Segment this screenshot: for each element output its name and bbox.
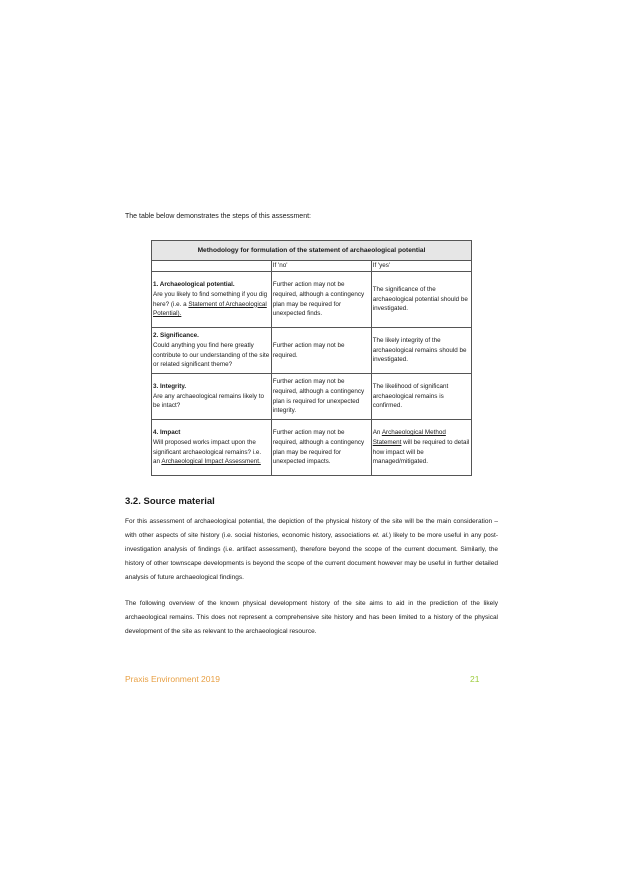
source-paragraph-2: The following overview of the known physical development history of the site aims to aid in the prediction of the likely archaeological remains. This does not represent a comprehensive site history and has been limited to a history of the physical development of the site as relevant to the archaeological resource. xyxy=(125,600,498,635)
question-cell xyxy=(152,328,272,374)
row-title: 4. Impact xyxy=(153,429,181,437)
intro-text: The table below demonstrates the steps of this assessment: xyxy=(125,213,311,220)
if-yes-cell: The significance of the archaeological potential should be investigated. xyxy=(371,272,471,328)
if-no-cell: Further action may not be required, although a contingency plan is required for unexpected integrity. xyxy=(271,374,371,420)
question-cell xyxy=(152,374,272,420)
row-title: 2. Significance. xyxy=(153,332,199,340)
para1-start: For this assessment of archaeological potential, the depiction of the physical history of the site will be the main consideration – with other aspects of site history (i.e. social histories, economic history, associations xyxy=(125,518,498,539)
para1-end: ) likely to be more useful in any post-investigation analysis of findings (i.e. artifact assessment), therefore beyond the scope of the current document. Similarly, the history of other townscape developments is beyond the scope of the current document however may be useful in further detailed analysis of future archaeological findings. xyxy=(125,532,498,581)
if-no-cell: Further action may not be required. xyxy=(271,328,371,374)
table-row xyxy=(152,374,472,420)
impact-assessment-link[interactable]: Archaeological Impact Assessment. xyxy=(161,458,261,466)
header-if-no: If 'no' xyxy=(271,261,371,272)
para1-italic: et. al. xyxy=(372,532,389,539)
row-question: Are any archaeological remains likely to be intact? xyxy=(153,392,264,410)
table-row xyxy=(152,328,472,374)
if-yes-cell: The likely integrity of the archaeological remains should be investigated. xyxy=(371,328,471,374)
method-statement-link[interactable]: Archaeological Method Statement xyxy=(372,429,446,446)
section-heading: 3.2. Source material xyxy=(125,496,215,507)
question-cell xyxy=(152,420,272,476)
question-cell xyxy=(152,272,272,328)
row-question: Are you likely to find something if you dig here? (i.e. a xyxy=(153,290,268,308)
if-no-cell: Further action may not be required, although a contingency plan may be required for unexpected finds. xyxy=(271,272,371,328)
table-row xyxy=(152,420,472,476)
row-question: Will proposed works impact upon the significant archaeological remains? i.e. an xyxy=(153,438,262,466)
if-yes-cell xyxy=(371,420,471,476)
yes-text: will be required to detail how impact will be managed/mitigated. xyxy=(372,438,470,466)
methodology-table xyxy=(151,240,472,476)
if-no-cell: Further action may not be required, although a contingency plan may be required for unexpected impacts. xyxy=(271,420,371,476)
row-question: Could anything you find here greatly contribute to our understanding of the site or related significant theme? xyxy=(153,341,270,369)
footer-company: Praxis Environment 2019 xyxy=(125,674,220,684)
page-number: 21 xyxy=(470,674,480,684)
if-yes-cell: The likelihood of significant archaeological remains is confirmed. xyxy=(371,374,471,420)
header-empty-cell xyxy=(152,261,272,272)
source-paragraph-1 xyxy=(125,515,498,585)
table-header-row xyxy=(152,261,472,272)
header-if-yes: If 'yes' xyxy=(371,261,471,272)
row-title: 1. Archaeological potential. xyxy=(153,281,235,289)
row-title: 3. Integrity. xyxy=(153,383,187,391)
statement-link[interactable]: Statement of Archaeological Potential). xyxy=(153,300,267,318)
table-title: Methodology for formulation of the statement of archaeological potential xyxy=(152,241,472,261)
yes-prefix: An xyxy=(372,429,382,437)
table-row xyxy=(152,272,472,328)
